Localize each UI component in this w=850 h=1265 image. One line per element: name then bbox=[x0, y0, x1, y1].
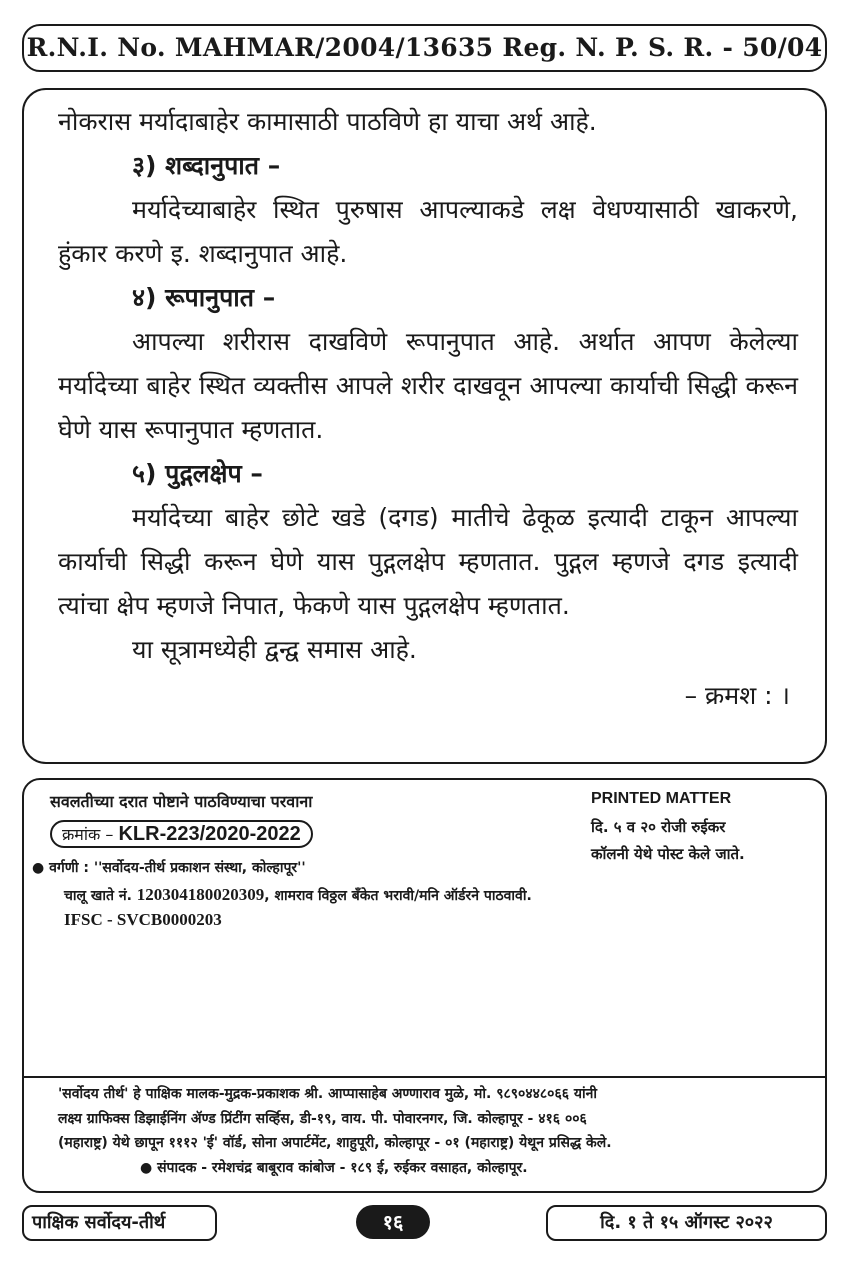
printed-matter: PRINTED MATTER bbox=[591, 790, 732, 807]
publication-name: पाक्षिक सर्वोदय-तीर्थ bbox=[22, 1205, 217, 1241]
article-content bbox=[58, 100, 798, 718]
account-line bbox=[64, 885, 532, 905]
imprint-block bbox=[58, 1082, 808, 1180]
page-number: १६ bbox=[356, 1205, 430, 1239]
article-paragraph: या सूत्रामध्येही द्वन्द्व समास आहे. bbox=[132, 635, 417, 664]
section-heading: ४) रूपानुपात – bbox=[132, 283, 276, 312]
imprint-line: (महाराष्ट्र) येथे छापून १११२ 'ई' वॉर्ड, सोना अपार्टमेंट, शाहुपूरी, कोल्हापूर - ०१ (महाराष्ट्र) येथून प्रसिद्ध केले. bbox=[58, 1135, 612, 1151]
section-heading: ३) शब्दानुपात – bbox=[132, 151, 281, 180]
article-paragraph: आपल्या शरीरास दाखविणे रूपानुपात आहे. अर्थात आपण केलेल्या मर्यादेच्या बाहेर स्थित व्यक्तीस आपले शरीर दाखवून आपल्या कार्याची सिद्धी करून घेणे यास रूपानुपात म्हणतात. bbox=[58, 327, 798, 444]
account-label: चालू खाते नं. bbox=[64, 888, 132, 904]
article-paragraph: मर्यादेच्या बाहेर छोटे खडे (दगड) मातीचे ढेकूळ इत्यादी टाकून आपल्या कार्याची सिद्धी करून घेणे यास पुद्गलक्षेप म्हणतात. पुद्गल म्हणजे दगड इत्यादी त्यांचा क्षेप म्हणजे निपात, फेकणे यास पुद्गलक्षेप म्हणतात. bbox=[58, 503, 798, 620]
postal-box bbox=[22, 778, 827, 1193]
divider bbox=[24, 1076, 825, 1078]
subscription-payee: ● वर्गणी : ''सर्वोदय-तीर्थ प्रकाशन संस्था, कोल्हापूर'' bbox=[32, 860, 306, 876]
imprint-line: लक्ष्य ग्राफिक्स डिझाईनिंग ॲण्ड प्रिंटींग सर्व्हिस, डी-१९, वाय. पी. पोवारनगर, जि. कोल्हापूर - ४१६ ००६ bbox=[58, 1110, 587, 1127]
ifsc-code: IFSC - SVCB0000203 bbox=[64, 910, 222, 929]
article-box bbox=[22, 88, 827, 764]
posting-info: कॉलनी येथे पोस्ट केले जाते. bbox=[591, 845, 745, 863]
posting-info: दि. ५ व २० रोजी रुईकर bbox=[591, 818, 726, 836]
article-paragraph: मर्यादेच्याबाहेर स्थित पुरुषास आपल्याकडे लक्ष वेधण्यासाठी खाकरणे, हुंकार करणे इ. शब्दानुपात आहे. bbox=[58, 195, 798, 268]
imprint-line: 'सर्वोदय तीर्थ' हे पाक्षिक मालक-मुद्रक-प्रकाशक श्री. आप्पासाहेब अण्णाराव मुळे, मो. ९८९०४४८०६६ यांनी bbox=[58, 1086, 598, 1102]
issue-date: दि. १ ते १५ ऑगस्ट २०२२ bbox=[546, 1205, 827, 1241]
continued-marker: – क्रमश : । bbox=[684, 681, 790, 710]
rni-header bbox=[22, 24, 827, 72]
editor-line: ● संपादक - रमेशचंद्र बाबूराव कांबोज - १८९ ई, रुईकर वसाहत, कोल्हापूर. bbox=[140, 1159, 528, 1176]
account-number: 120304180020309 bbox=[136, 885, 265, 904]
permit-number: KLR-223/2020-2022 bbox=[118, 823, 301, 845]
rni-text: R.N.I. No. MAHMAR/2004/13635 Reg. N. P. S. R. - 50/04 bbox=[26, 33, 823, 62]
permit-number-badge bbox=[50, 820, 313, 848]
account-bank-text: , शामराव विठ्ठल बँकेत भरावी/मनि ऑर्डरने पाठवावी. bbox=[264, 888, 532, 904]
article-line: नोकरास मर्यादाबाहेर कामासाठी पाठविणे हा याचा अर्थ आहे. bbox=[58, 107, 597, 136]
section-heading: ५) पुद्गलक्षेप – bbox=[132, 459, 263, 488]
postal-permit: सवलतीच्या दरात पोष्टाने पाठविण्याचा परवाना bbox=[50, 792, 313, 811]
permit-number-label: क्रमांक – bbox=[62, 825, 114, 844]
